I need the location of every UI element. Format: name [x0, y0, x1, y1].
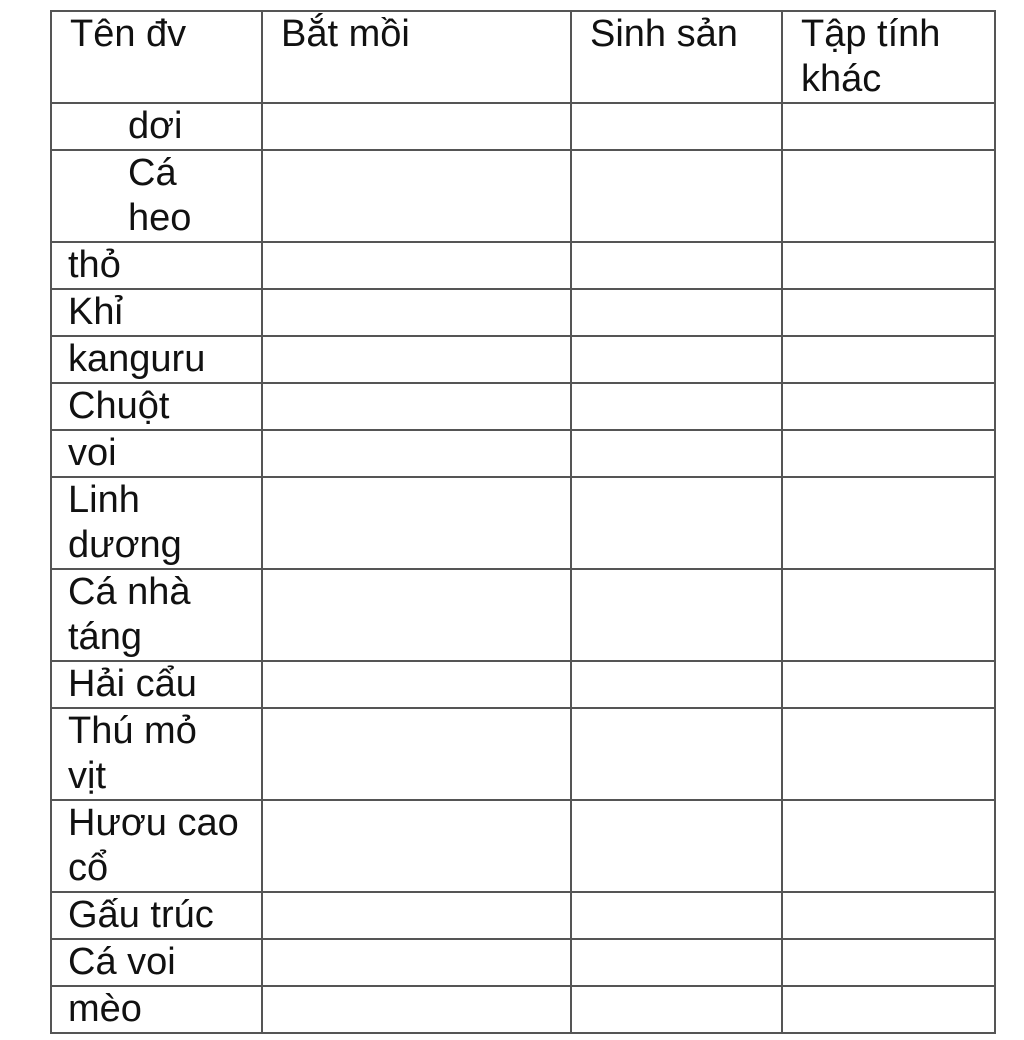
table-row	[51, 383, 995, 430]
other-behavior-cell	[782, 661, 995, 708]
animal-name-cell: Hải cẩu	[51, 661, 262, 708]
header-animal-name: Tên đv	[51, 11, 262, 103]
hunting-cell	[262, 892, 571, 939]
other-behavior-cell	[782, 242, 995, 289]
other-behavior-cell	[782, 939, 995, 986]
reproduction-cell	[571, 383, 782, 430]
reproduction-cell	[571, 336, 782, 383]
table-row	[51, 708, 995, 800]
other-behavior-cell	[782, 892, 995, 939]
reproduction-cell	[571, 150, 782, 242]
hunting-cell	[262, 939, 571, 986]
reproduction-cell	[571, 430, 782, 477]
animal-name-cell: mèo	[51, 986, 262, 1033]
hunting-cell	[262, 661, 571, 708]
table-row	[51, 661, 995, 708]
table-header-row	[51, 11, 995, 103]
reproduction-cell	[571, 242, 782, 289]
animal-name-cell: voi	[51, 430, 262, 477]
hunting-cell	[262, 383, 571, 430]
header-other-behavior: Tập tính khác	[782, 11, 995, 103]
animal-name-cell: Cá heo	[51, 150, 262, 242]
table-row	[51, 150, 995, 242]
table-row	[51, 477, 995, 569]
hunting-cell	[262, 242, 571, 289]
table-row	[51, 289, 995, 336]
reproduction-cell	[571, 800, 782, 892]
table-row	[51, 892, 995, 939]
hunting-cell	[262, 289, 571, 336]
other-behavior-cell	[782, 430, 995, 477]
table-row	[51, 986, 995, 1033]
animal-behavior-table	[50, 10, 996, 1034]
animal-name-cell: Cá voi	[51, 939, 262, 986]
animal-name-cell: dơi	[51, 103, 262, 150]
table-row	[51, 242, 995, 289]
animal-name-cell: thỏ	[51, 242, 262, 289]
reproduction-cell	[571, 708, 782, 800]
reproduction-cell	[571, 289, 782, 336]
other-behavior-cell	[782, 336, 995, 383]
other-behavior-cell	[782, 708, 995, 800]
table-row	[51, 569, 995, 661]
animal-name-cell: Chuột	[51, 383, 262, 430]
animal-name-cell: kanguru	[51, 336, 262, 383]
hunting-cell	[262, 569, 571, 661]
header-hunting: Bắt mồi	[262, 11, 571, 103]
animal-name-cell: Linh dương	[51, 477, 262, 569]
reproduction-cell	[571, 103, 782, 150]
hunting-cell	[262, 103, 571, 150]
table-row	[51, 103, 995, 150]
animal-name-cell: Khỉ	[51, 289, 262, 336]
animal-name-cell: Gấu trúc	[51, 892, 262, 939]
other-behavior-cell	[782, 986, 995, 1033]
reproduction-cell	[571, 892, 782, 939]
other-behavior-cell	[782, 289, 995, 336]
table-row	[51, 430, 995, 477]
hunting-cell	[262, 430, 571, 477]
reproduction-cell	[571, 986, 782, 1033]
hunting-cell	[262, 150, 571, 242]
hunting-cell	[262, 800, 571, 892]
hunting-cell	[262, 477, 571, 569]
hunting-cell	[262, 336, 571, 383]
other-behavior-cell	[782, 383, 995, 430]
other-behavior-cell	[782, 477, 995, 569]
animal-behavior-worksheet	[50, 10, 994, 1034]
other-behavior-cell	[782, 103, 995, 150]
animal-name-cell: Hươu cao cổ	[51, 800, 262, 892]
reproduction-cell	[571, 661, 782, 708]
table-row	[51, 939, 995, 986]
other-behavior-cell	[782, 569, 995, 661]
animal-name-cell: Thú mỏ vịt	[51, 708, 262, 800]
hunting-cell	[262, 708, 571, 800]
table-row	[51, 336, 995, 383]
header-reproduction: Sinh sản	[571, 11, 782, 103]
animal-name-cell: Cá nhà táng	[51, 569, 262, 661]
reproduction-cell	[571, 477, 782, 569]
other-behavior-cell	[782, 800, 995, 892]
other-behavior-cell	[782, 150, 995, 242]
reproduction-cell	[571, 569, 782, 661]
hunting-cell	[262, 986, 571, 1033]
reproduction-cell	[571, 939, 782, 986]
table-row	[51, 800, 995, 892]
